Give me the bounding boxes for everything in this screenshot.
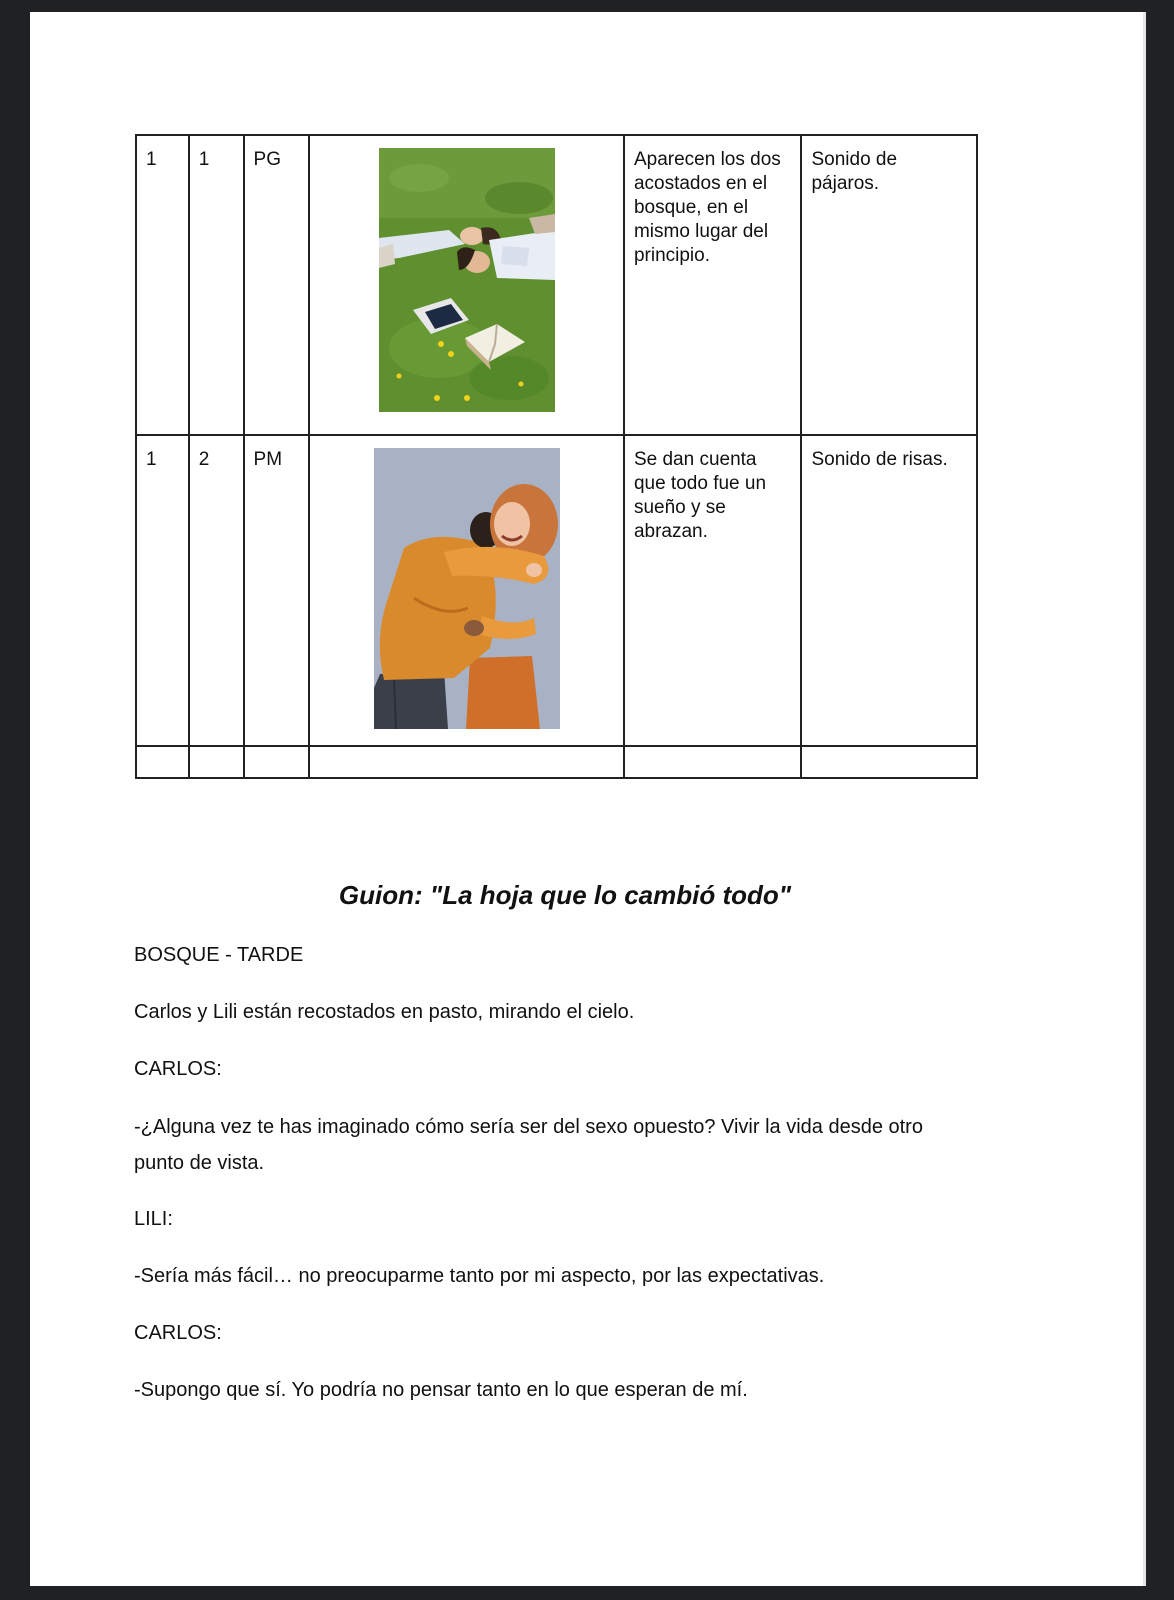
action-description: Se dan cuenta que todo fue un sueño y se abrazan. [624,435,802,746]
shot-type: PM [244,435,310,746]
page-edge [1143,12,1146,1586]
action-description: Aparecen los dos acostados en el bosque, en el mismo lugar del principio. [624,135,802,435]
dialogue-line: -Sería más fácil… no preocuparme tanto por mi aspecto, por las expectativas. [134,1265,825,1287]
character-name: LILI: [134,1208,173,1230]
scene-number: 1 [136,435,189,746]
sound-description: Sonido de pájaros. [801,135,977,435]
empty-cell [189,746,244,778]
frame-cell [309,135,623,435]
action-line: Carlos y Lili están recostados en pasto, mirando el cielo. [134,1001,635,1023]
shot-type: PG [244,135,310,435]
empty-cell [309,746,623,778]
storyboard-table [135,134,978,779]
empty-cell [244,746,310,778]
scene-heading: BOSQUE - TARDE [134,944,304,966]
empty-cell [624,746,802,778]
empty-cell [136,746,189,778]
scene-number: 1 [136,135,189,435]
dialogue-line: -Supongo que sí. Yo podría no pensar tanto en lo que esperan de mí. [134,1379,748,1401]
storyboard-row-empty [136,746,977,778]
script-title: Guion: "La hoja que lo cambió todo" [338,880,792,910]
frame-cell [309,435,623,746]
sound-description: Sonido de risas. [801,435,977,746]
character-name: CARLOS: [134,1322,222,1344]
shot-number: 2 [189,435,244,746]
empty-cell [801,746,977,778]
character-name: CARLOS: [134,1058,222,1080]
shot-number: 1 [189,135,244,435]
dialogue-line: -¿Alguna vez te has imaginado cómo sería ser del sexo opuesto? Vivir la vida desde otro punto de vista. [134,1116,923,1174]
couple-hugging-image [374,448,560,729]
storyboard-row [136,435,977,746]
couple-on-grass-image [379,148,555,412]
storyboard-row [136,135,977,435]
